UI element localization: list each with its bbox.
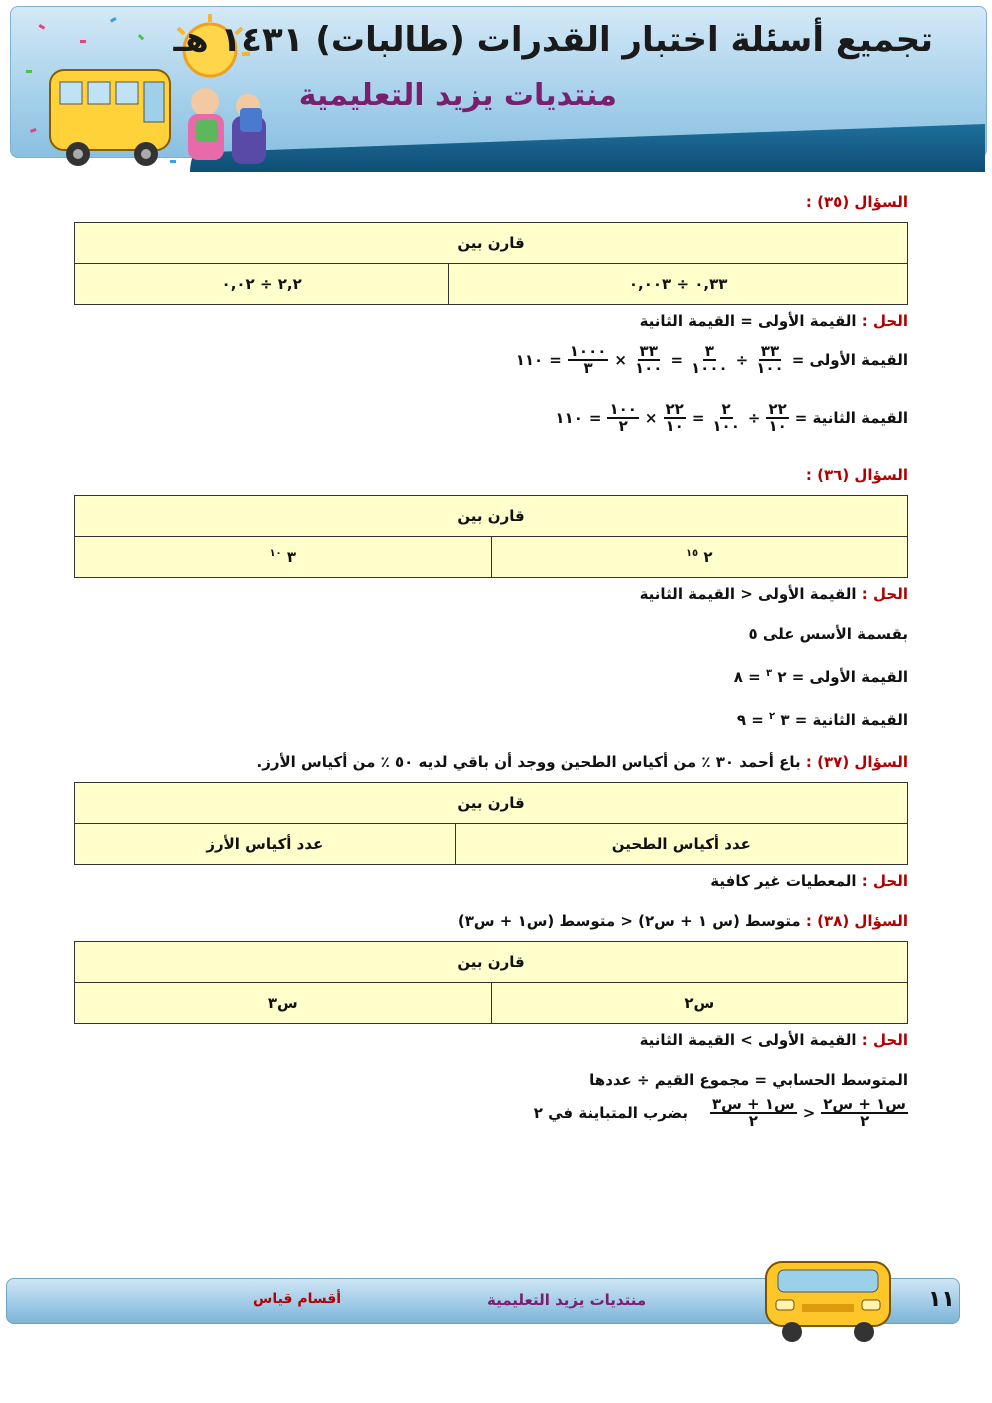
- question-36-table: [74, 495, 908, 578]
- question-38-heading: السؤال (٣٨) : متوسط (س ١ + س٢) < متوسط (س١ + س٣): [457, 912, 908, 930]
- second-value-cell: ٢,٢ ÷ ٠,٠٢: [75, 264, 449, 305]
- compare-header: قارن بين: [75, 783, 908, 824]
- solution-step: بقسمة الأسس على ٥: [748, 625, 908, 643]
- question-35-table: [74, 222, 908, 305]
- solution-text: القيمة الأولى < القيمة الثانية: [639, 585, 857, 603]
- fraction: $\frac{٣٣}{١٠٠}$: [756, 342, 784, 377]
- question-36-heading: السؤال (٣٦) :: [805, 466, 908, 484]
- question-text: متوسط (س ١ + س٢) < متوسط (س١ + س٣): [457, 912, 801, 930]
- footer-section-link[interactable]: أقسام قياس: [253, 1291, 342, 1307]
- page-title: تجميع أسئلة اختبار القدرات (طالبات) ١٤٣١ هـ: [173, 20, 933, 60]
- question-37-solution: [72, 871, 908, 891]
- operator: ×: [614, 351, 627, 369]
- operator: ×: [644, 409, 658, 427]
- second-value-cell: عدد أكياس الأرز: [75, 824, 456, 865]
- question-36-solution: [72, 584, 908, 604]
- page-number: ١١: [928, 1287, 955, 1312]
- bus-icon: [752, 1248, 912, 1346]
- question-35-heading: السؤال (٣٥) :: [805, 193, 908, 211]
- first-value-cell: ٢ $^{١٥}$: [491, 537, 908, 578]
- fraction: $\frac{\text{س١ + س٣}}{٢}$: [711, 1095, 795, 1130]
- result: ١١٠: [555, 409, 583, 427]
- calc-label: القيمة الثانية =: [794, 409, 908, 427]
- question-38-solution: [72, 1030, 908, 1050]
- operator: ÷: [747, 409, 761, 427]
- fraction: $\frac{٣}{١٠٠٠}$: [691, 342, 728, 377]
- solution-label: الحل :: [861, 585, 908, 603]
- question-37-heading: السؤال (٣٧) : باع أحمد ٣٠ ٪ من أكياس الطحين ووجد أن باقي لديه ٥٠ ٪ من أكياس الأرز.: [256, 753, 908, 771]
- compare-header: قارن بين: [75, 223, 908, 264]
- solution-text: القيمة الأولى > القيمة الثانية: [639, 1031, 857, 1049]
- calc-label: القيمة الأولى =: [791, 351, 908, 369]
- operator: ÷: [735, 351, 749, 369]
- footer-site-name: منتديات يزيد التعليمية: [487, 1291, 647, 1309]
- first-value-cell: عدد أكياس الطحين: [455, 824, 907, 865]
- question-37-table: [74, 782, 908, 865]
- inequality: [72, 1090, 908, 1136]
- solution-step: القيمة الثانية = ٣ $^٢$ = ٩: [736, 711, 908, 729]
- operator: =: [670, 351, 684, 369]
- fraction: $\frac{\text{س١ + س٢}}{٢}$: [823, 1095, 906, 1130]
- question-38-table: [74, 941, 908, 1024]
- question-35-solution: [72, 311, 908, 331]
- operator: =: [588, 409, 602, 427]
- first-value-cell: س٢: [491, 983, 908, 1024]
- operator: =: [549, 351, 562, 369]
- second-value-cell: س٣: [75, 983, 492, 1024]
- solution-text: القيمة الأولى = القيمة الثانية: [639, 312, 857, 330]
- fraction: $\frac{٣٣}{١٠٠}$: [634, 342, 663, 377]
- solution-text: المعطيات غير كافية: [710, 872, 857, 890]
- operator: <: [802, 1104, 816, 1122]
- site-name: منتديات يزيد التعليمية: [298, 78, 617, 113]
- content: [72, 192, 908, 1136]
- first-value-calculation: [72, 331, 908, 389]
- solution-label: الحل :: [861, 872, 908, 890]
- fraction: $\frac{١٠٠}{٢}$: [609, 400, 637, 435]
- compare-header: قارن بين: [75, 496, 908, 537]
- second-value-cell: ٣ $^{١٠}$: [75, 537, 492, 578]
- fraction: $\frac{٢٢}{١٠}$: [665, 400, 684, 435]
- result: ١١٠: [515, 351, 544, 369]
- compare-header: قارن بين: [75, 942, 908, 983]
- inequality-note: بضرب المتباينة في ٢: [533, 1104, 688, 1122]
- question-text: باع أحمد ٣٠ ٪ من أكياس الطحين ووجد أن باقي لديه ٥٠ ٪ من أكياس الأرز.: [256, 753, 801, 771]
- second-value-calculation: [72, 389, 908, 447]
- operator: =: [691, 409, 705, 427]
- fraction: $\frac{١٠٠٠}{٣}$: [569, 342, 607, 377]
- fraction: $\frac{٢٢}{١٠}$: [768, 400, 787, 435]
- solution-label: الحل :: [861, 312, 908, 330]
- mean-rule: المتوسط الحسابي = مجموع القيم ÷ عددها: [589, 1071, 908, 1089]
- page-header: [10, 6, 985, 174]
- fraction: $\frac{٢}{١٠٠}$: [712, 400, 740, 435]
- solution-step: القيمة الأولى = ٢ $^٣$ = ٨: [733, 668, 908, 686]
- first-value-cell: ٠,٣٣ ÷ ٠,٠٠٣: [449, 264, 908, 305]
- solution-label: الحل :: [861, 1031, 908, 1049]
